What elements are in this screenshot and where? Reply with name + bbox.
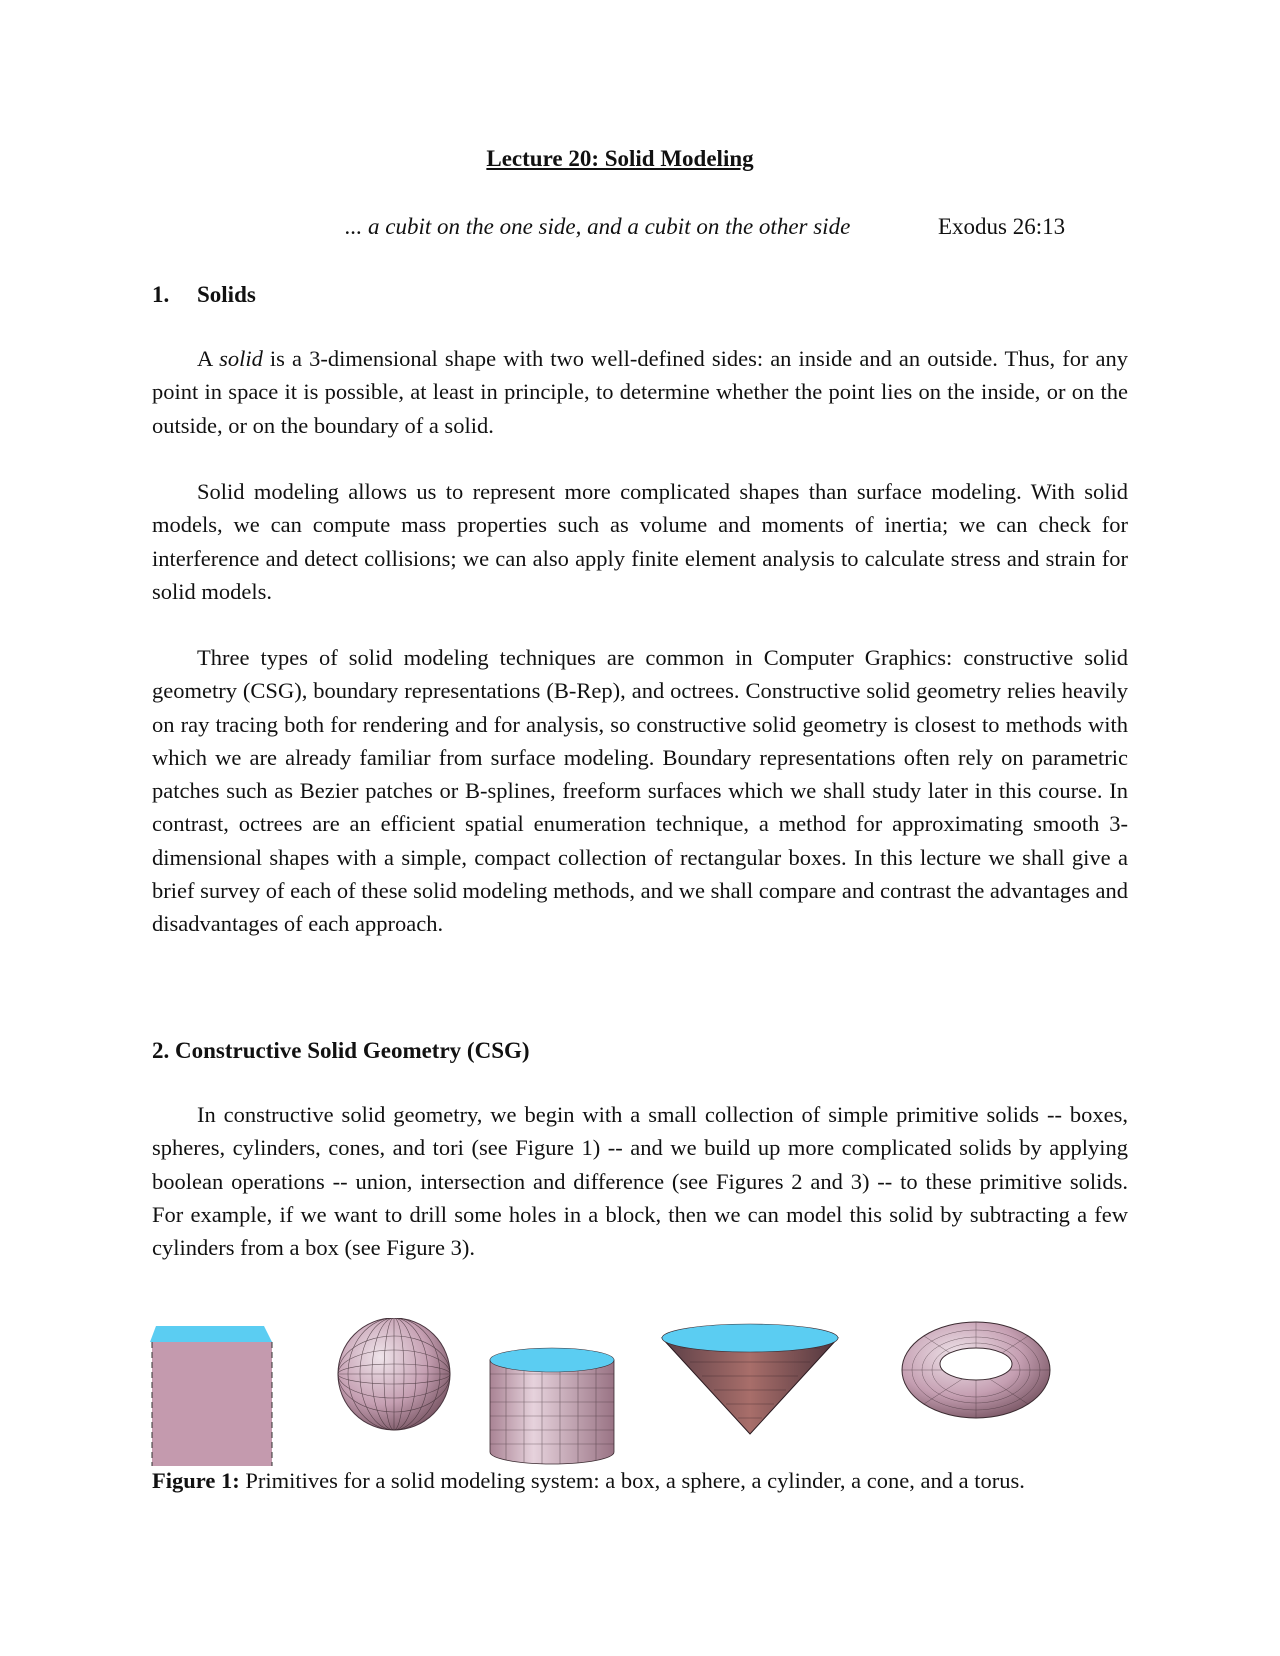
- figure-1-label: Figure 1:: [152, 1468, 240, 1493]
- section-2-paragraph-1: In constructive solid geometry, we begin with a small collection of simple primitive solids -- boxes, spheres, cylinders, cones, and tori (see Figure 1) -- and we build up more complicated solids by applying boolean operations -- union, intersection and difference (see Figures 2 and 3) -- to these primitive solids. For example, if we want to drill some holes in a block, then we can model this solid by subtracting a few cylinders from a box (see Figure 3).: [152, 1102, 1128, 1261]
- section-1-paragraph-1: A solid is a 3-dimensional shape with two well-defined sides: an inside and an outside. Thus, for any point in space it is possible, at least in principle, to determine whether the point lies on the inside, or on the outside, or on the boundary of a solid.: [152, 346, 1128, 438]
- torus-primitive: [902, 1322, 1050, 1418]
- epigraph-source: Exodus 26:13: [938, 214, 1066, 239]
- epigraph-quote: ... a cubit on the one side, and a cubit on the other side: [345, 214, 851, 239]
- section-1-paragraph-3: Three types of solid modeling techniques are common in Computer Graphics: constructive solid geometry (CSG), boundary representations (B-Rep), and octrees. Constructive solid geometry relies heavily on ray tracing both for rendering and for analysis, so constructive solid geometry is closest to methods with which we are already familiar from surface modeling. Boundary representations often rely on parametric patches such as Bezier patches or B-splines, freeform surfaces which we shall study later in this course. In contrast, octrees are an efficient spatial enumeration technique, a method for approximating smooth 3-dimensional shapes with a simple, compact collection of rectangular boxes. In this lecture we shall give a brief survey of each of these solid modeling methods, and we shall compare and contrast the advantages and disadvantages of each approach.: [152, 645, 1128, 937]
- figure-1-primitives: [150, 1318, 1110, 1470]
- section-1-heading: [152, 282, 256, 308]
- cone-primitive: [662, 1324, 838, 1434]
- cylinder-primitive: [490, 1348, 614, 1464]
- section-1-number: 1.: [152, 282, 170, 307]
- sphere-primitive: [338, 1318, 450, 1430]
- solid-term: solid: [219, 346, 263, 371]
- figure-1-caption: Figure 1: Primitives for a solid modeling system: a box, a sphere, a cylinder, a cone, and a torus.: [152, 1468, 1025, 1493]
- section-1-title: Solids: [197, 282, 256, 307]
- section-1-paragraph-2: Solid modeling allows us to represent more complicated shapes than surface modeling. With solid models, we can compute mass properties such as volume and moments of inertia; we can check for interference and detect collisions; we can also apply finite element analysis to calculate stress and strain for solid models.: [152, 479, 1128, 604]
- section-2-heading: 2. Constructive Solid Geometry (CSG): [152, 1038, 530, 1063]
- box-primitive: [150, 1326, 272, 1466]
- page-title: Lecture 20: Solid Modeling: [486, 146, 754, 171]
